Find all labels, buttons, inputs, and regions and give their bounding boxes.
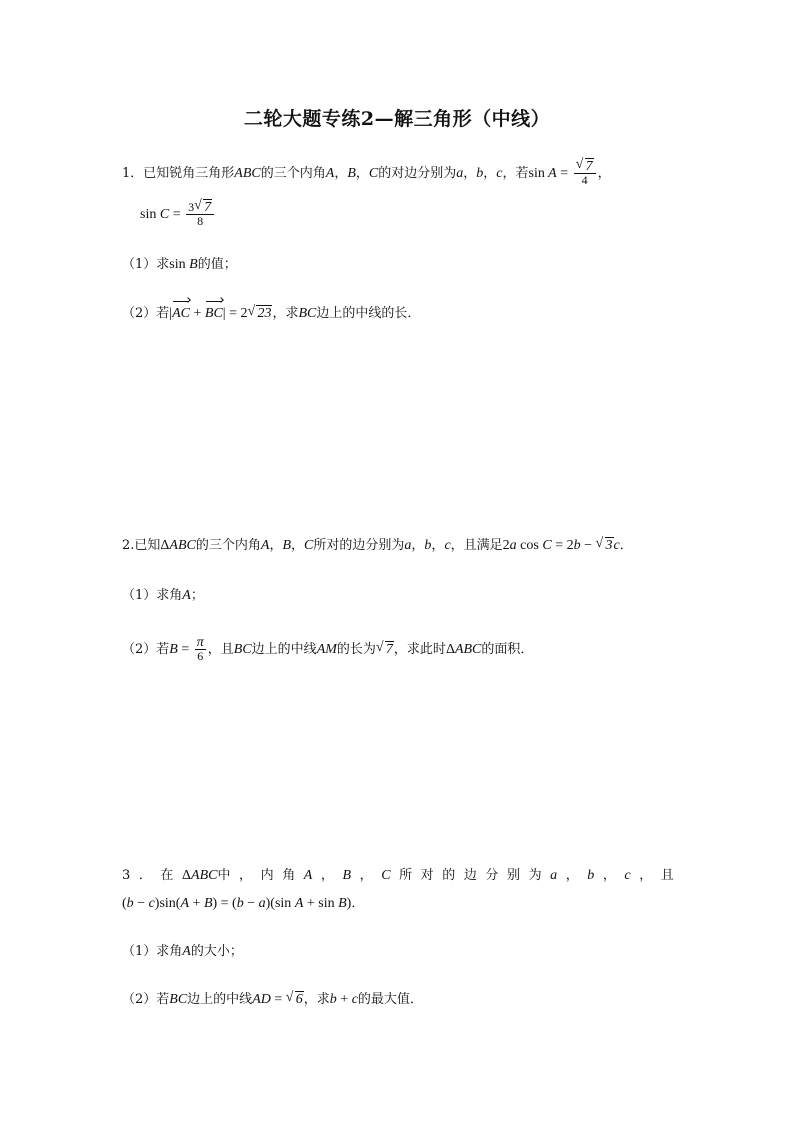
problem-1-part-1: （1）求sin B的值；	[122, 257, 237, 272]
problem-1-part-2: （2）若|AC + BC| = 2√ 23，求BC边上的中线的长．	[122, 304, 420, 324]
page-title: 二轮大题专练2—解三角形（中线）	[243, 108, 551, 130]
problem-1-stem-cont: sin C = $\frac{3√ 7}{8}$	[140, 201, 216, 228]
problem-3-part-2: （2）若BC边上的中线AD = √ 6，求b + c的最大值．	[122, 990, 423, 1010]
problem-3-stem-cont: (b − c)sin(A + B) = (b − a)(sin A + sin B)．	[122, 896, 365, 911]
problem-1-stem: 1．已知锐角三角形ABC的三个内角A，B，C的对边分别为a，b，c，若sin A = √ $\frac{7}{4}$ ，	[122, 160, 611, 187]
problem-3-stem: 3 ． 在 ΔABC中 ， 内 角 A ， B ， C 所 对 的 边 分 别 为 a ， b ， c ， 且	[122, 868, 674, 883]
problem-2-stem: 2.已知ΔABC的三个内角A，B，C所对的边分别为a，b，c，且满足2a cos C = 2b − √ 3c．	[122, 536, 633, 556]
problem-2-part-2: （2）若B = $\frac{\pi}{6}$ ，且BC边上的中线AM的长为√ 7，求此时ΔABC的面积．	[122, 636, 533, 663]
problem-2-part-1: （1）求角A；	[122, 588, 204, 603]
problem-3-part-1: （1）求角A的大小；	[122, 944, 243, 959]
